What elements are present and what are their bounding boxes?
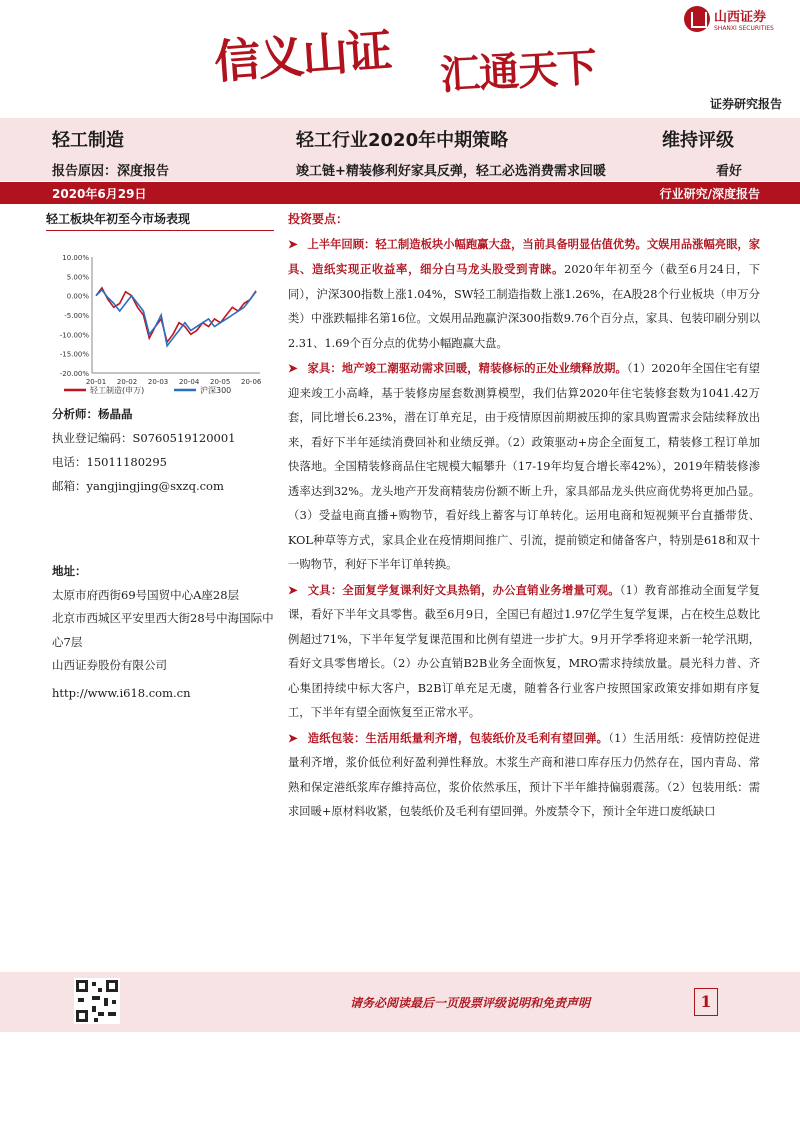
slogan-part2: 汇通天下	[439, 44, 598, 100]
y-tick-label: -15.00%	[59, 350, 89, 359]
company-logo	[684, 6, 774, 32]
x-tick-label: 20-05	[209, 378, 231, 386]
main-content	[288, 207, 760, 825]
logo-en: SHANXI SECURITIES	[714, 25, 774, 32]
performance-chart	[46, 231, 274, 403]
y-tick-label: 5.00%	[66, 273, 89, 282]
report-title: 轻工行业2020年中期策略	[296, 130, 509, 151]
arrow-icon: ➤	[288, 582, 298, 597]
report-type: 证券研究报告	[709, 97, 782, 111]
analyst-info	[52, 402, 282, 498]
x-tick-label: 20-01	[85, 378, 107, 386]
disclaimer-notice: 请务必阅读最后一页股票评级说明和免责声明	[350, 996, 591, 1010]
review-highlight: 上半年回顾：轻工制造板块小幅跑赢大盘，当前具备明显估值优势。文娱用品涨幅亮眼，家具、造纸实现正收益率，细分白马龙头股受到青睐。	[288, 236, 760, 276]
y-tick-label: -10.00%	[59, 331, 89, 340]
y-tick-label: -5.00%	[64, 312, 89, 320]
license-number: 执业登记编码：S0760519120001	[52, 431, 236, 445]
series-line-1	[96, 290, 256, 346]
paragraph-furniture	[288, 356, 760, 578]
website-link[interactable]: http://www.i618.com.cn	[52, 685, 191, 700]
report-reason: 报告原因：深度报告	[52, 164, 170, 179]
address-label: 地址：	[52, 564, 87, 578]
paper-text: （1）生活用纸：疫情防控促进量利齐增，浆价低位利好盈利弹性释放。木浆生产商和港口库存压力仍然存在，国内青岛、常熟和保定港纸浆库存維持高位，浆价依然承压，预计下半年維持偏弱震荡。（2）包装用纸：需求回暖+原材料收紧，包装纸价及毛利有望回弹。外废禁令下，预计全年进口废纸缺口	[288, 731, 760, 818]
legend-label-0: 轻工制造(申万)	[90, 386, 145, 395]
legend-label-1: 沪深300	[200, 386, 232, 395]
paper-highlight: 造纸包装：生活用纸量利齐增，包装纸价及毛利有望回弹。	[307, 730, 609, 745]
company-name: 山西证券股份有限公司	[52, 658, 167, 672]
address-taiyuan: 太原市府西街69号国贸中心A座28层	[52, 587, 240, 602]
stationery-highlight: 文具：全面复学复课利好文具热销，办公直销业务增量可观。	[307, 582, 620, 597]
y-tick-label: 0.00%	[66, 292, 89, 301]
arrow-icon: ➤	[288, 236, 298, 251]
address-block	[52, 560, 282, 705]
review-text: 2020年年初至今（截至6月24日，下同），沪深300指数上涨1.04%，SW轻工制造指数上涨1.26%，在A股28个行业板块（申万分类）中涨跌幅排名第16位。文娱用品跑赢沪深300指数9.76个百分点，家具、包装印刷分别以2.31、1.69个百分点的优势小幅跑赢大盘。	[288, 263, 760, 350]
arrow-icon: ➤	[288, 361, 298, 375]
report-date: 2020年6月29日	[52, 187, 147, 201]
address-beijing: 北京市西城区平安里西大街28号中海国际中心7层	[52, 611, 274, 649]
report-category: 行业研究/深度报告	[659, 187, 760, 201]
logo-cn: 山西证券	[714, 10, 767, 25]
analyst-name: 分析师：杨晶晶	[52, 407, 133, 421]
qr-code-icon	[74, 978, 120, 1024]
x-tick-label: 20-02	[116, 378, 138, 386]
paragraph-paper	[288, 726, 760, 825]
sector: 轻工制造	[52, 130, 124, 151]
banner	[0, 0, 800, 118]
rating: 维持评级	[662, 130, 734, 151]
section-heading: 投资要点：	[288, 212, 349, 226]
email[interactable]: 邮箱：yangjingjing@sxzq.com	[52, 479, 224, 493]
x-tick-label: 20-03	[147, 378, 169, 386]
furniture-highlight: 家具：地产竣工潮驱动需求回暖，精装修标的正处业绩释放期。	[307, 361, 627, 375]
sidebar-chart-block	[46, 210, 274, 407]
slogan-part1: 信义山证	[212, 22, 392, 90]
rating-value: 看好	[716, 164, 743, 179]
date-bar	[0, 182, 800, 204]
logo-mark-icon	[684, 6, 710, 32]
x-tick-label: 20-04	[178, 378, 200, 386]
phone: 电话：15011180295	[52, 455, 167, 469]
report-subtitle: 竣工链+精装修利好家具反弹，轻工必选消费需求回暖	[296, 164, 606, 179]
paragraph-review	[288, 232, 760, 357]
header-band	[0, 118, 800, 181]
paragraph-stationery	[288, 578, 760, 726]
y-tick-label: -20.00%	[59, 370, 89, 378]
y-tick-label: 10.00%	[62, 254, 89, 262]
chart-title: 轻工板块年初至今市场表现	[46, 210, 274, 231]
furniture-text: （1）2020年全国住宅有望迎来竣工小高峰，基于装修房屋套数测算模型，我们估算2020年住宅装修套数为1041.42万套，同比增长6.23%，潜在订单充足，由于疫情原因前期被压抑的家具购置需求会陆续释放出来，看好下半年延续消费回补和业绩反弹。（2）政策驱动+房企全面复工，精装修工程订单加快落地。全国精装修商品住宅规模大幅攀升（17-19年均复合增长率42%），2019年精装修渗透率达到32%。龙头地产开发商精装房份额不断上升，家具部品龙头供应商优势将更加凸显。（3）受益电商直播+购物节，看好线上蓄客与订单转化。运用电商和短视频平台直播带货、KOL种草等方式，家具企业在疫情期间推广、引流，提前锁定和储备客户，特别是618和双十一购物节，利好下半年订单转换。	[288, 362, 760, 571]
arrow-icon: ➤	[288, 730, 298, 745]
stationery-text: （1）教育部推动全面复学复课，看好下半年文具零售。截至6月9日，全国已有超过1.97亿学生复学复课，占在校生总数比例超过71%，下半年复学复课范围和比例有望进一步扩大。9月开学季将迎来新一轮学汛期，看好文具零售增长。（2）办公直销B2B业务全面恢复，MRO需求持续放量。晨光科力普、齐心集团持续中标大客户，B2B订单充足无虞，随着各行业客户按照国家政策安排如期有序复工，下半年有望全面恢复至正常水平。	[288, 583, 760, 719]
page-number: 1	[694, 988, 718, 1016]
x-tick-label: 20-06	[241, 378, 262, 386]
